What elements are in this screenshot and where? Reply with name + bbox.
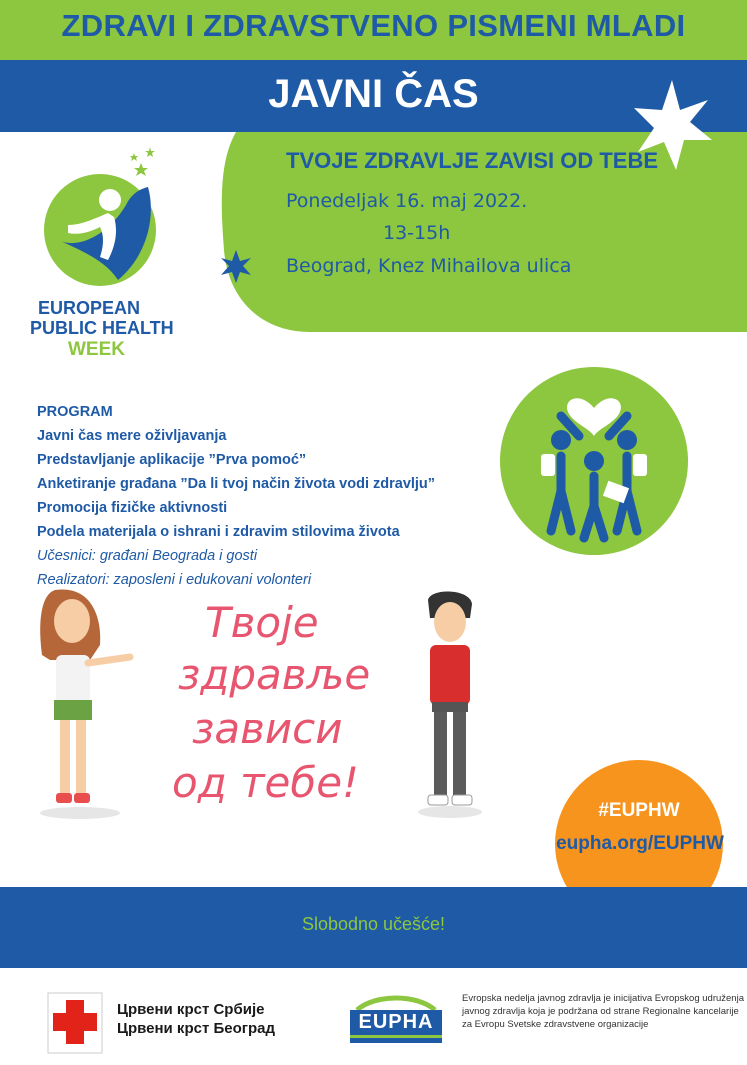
organizers-note: Realizatori: zaposleni i edukovani volonteri [37, 572, 312, 588]
page-title: JAVNI ČAS [268, 72, 479, 116]
star-icon [130, 153, 138, 161]
program-list [37, 400, 435, 592]
star-icon [145, 147, 155, 157]
program-heading: PROGRAM [37, 404, 113, 420]
eupha-subline [350, 1035, 442, 1038]
logo-line2: PUBLIC HEALTH [30, 318, 174, 338]
boy-illustration [410, 590, 490, 820]
participants-note: Učesnici: građani Beograda i gosti [37, 548, 258, 564]
group-people-icon [499, 366, 689, 556]
program-item: Predstavljanje aplikacije ”Prva pomoć” [37, 452, 307, 468]
event-date: Ponedeljak 16. maj 2022. [286, 190, 528, 212]
eupha-logo: EUPHA [350, 1010, 442, 1035]
logo-line3: WEEK [68, 339, 125, 360]
program-item: Anketiranje građana ”Da li tvoj način života vodi zdravlju” [37, 476, 436, 492]
event-title: TVOJE ZDRAVLJE ZAVISI OD TEBE [286, 148, 659, 173]
ephw-logo [38, 145, 168, 295]
program-item: Podela materijala o ishrani i zdravim stilovima života [37, 524, 400, 540]
red-cross-serbia: Црвени крст Србије [117, 1001, 265, 1018]
top-title: ZDRAVI I ZDRAVSTVENO PISMENI MLADI [61, 8, 686, 43]
red-cross-icon [47, 992, 103, 1054]
hashtag: #EUPHW [598, 800, 680, 821]
logo-line1: EUROPEAN [38, 298, 141, 318]
slogan-line3: зависи [192, 704, 343, 753]
star-icon [134, 163, 148, 176]
event-location: Beograd, Knez Mihailova ulica [286, 255, 572, 277]
slogan-line4: од тебе! [172, 758, 359, 807]
program-item: Javni čas mere oživljavanja [37, 428, 227, 444]
promo-url[interactable]: eupha.org/EUPHW [556, 833, 724, 854]
girl-illustration [30, 585, 140, 820]
footer-text: Slobodno učešće! [301, 914, 446, 934]
slogan-line2: здравље [178, 650, 371, 699]
event-time: 13-15h [383, 222, 451, 244]
program-item: Promocija fizičke aktivnosti [37, 500, 228, 516]
partner-note: Evropska nedelja javnog zdravlja je inicijativa Evropskog udruženja javnog zdravlja koja je podržana od strane Regionalne kancelarije za Evropu Svetske zdravstvene organizacije [462, 993, 744, 1030]
slogan-line1: Твоје [205, 598, 319, 647]
red-cross-belgrade: Црвени крст Београд [117, 1020, 276, 1037]
